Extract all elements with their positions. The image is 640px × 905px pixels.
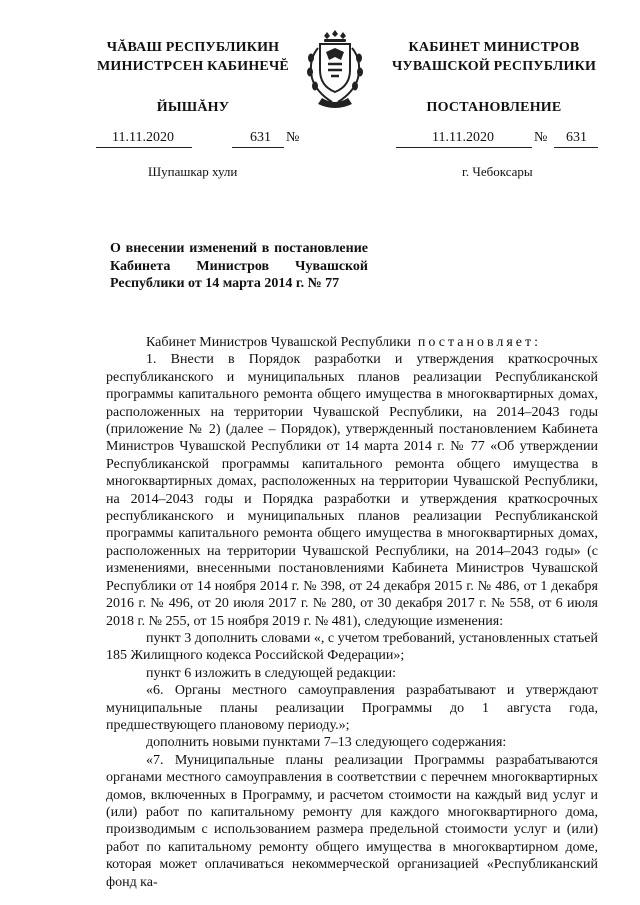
paragraph-1: 1. Внести в Порядок разработки и утверждения краткосрочных республиканского и муниципальных планов реализации Республиканской программы капитального ремонта общего имущества в многоквартирных домах, расположенных на территории Чувашской Республики, на 2014–2043 годы (приложение № 2) (далее – Порядок), утвержденный постановлением Кабинета Министров Чувашской Республики от 14 марта 2014 г. № 77 «Об утверждении Республиканской программы капитального ремонта общего имущества в многоквартирных домах, расположенных на территории Чувашской Республики, на 2014–2043 годы и Порядка разработки и утверждения краткосрочных республиканского и муниципальных планов реализации Республиканской программы капитального ремонта общего имущества в многоквартирных домах, расположенных на территории Чувашской Республики, на 2014–2043 годы» (с изменениями, внесенными постановлениями Кабинета Министров Чувашской Республики от 14 ноября 2014 г. № 398, от 24 декабря 2015 г. № 486, от 1 декабря 2016 г. № 496, от 20 июля 2017 г. № 280, от 30 декабря 2017 г. № 558, от 6 июля 2018 г. № 255, от 15 ноября 2019 г. № 481), следующие изменения: <box>106 352 598 629</box>
left-date: 11.11.2020 <box>112 130 174 145</box>
right-city: г. Чебоксары <box>462 164 533 179</box>
left-number-underline <box>232 147 284 148</box>
right-org-name <box>376 38 612 76</box>
paragraph-2: пункт 3 дополнить словами «, с учетом требований, установленных статьей 185 Жилищного кодекса Российской Федерации»; <box>106 630 598 664</box>
right-date-underline <box>396 147 532 148</box>
document-subject: О внесении изменений в постановление Кабинета Министров Чувашской Республики от 14 марта 2014 г. № 77 <box>110 241 368 292</box>
left-org-line2: МИНИСТРСЕН КАБИНЕЧĔ <box>97 59 289 74</box>
left-doc-type: ЙЫШĂНУ <box>156 100 230 115</box>
intro-lead: Кабинет Министров Чувашской Республики <box>146 335 411 350</box>
intro-paragraph <box>106 334 598 351</box>
right-number-sign: № <box>534 130 548 145</box>
document-body <box>106 334 598 891</box>
left-number: 631 <box>250 130 271 145</box>
left-city: Шупашкар хули <box>148 164 238 179</box>
right-date: 11.11.2020 <box>432 130 494 145</box>
paragraph-6: «7. Муниципальные планы реализации Программы разрабатываются органами местного самоуправления в соответствии с перечнем многоквартирных домов, включенных в Программу, и расчетом стоимости на каждый вид услуг и (или) работ по капитальному ремонту для каждого многоквартирного дома, производимым с использованием размера предельной стоимости услуг и (или) работ по капитальному ремонту общего имущества в многоквартирном доме, которая может оплачиваться некоммерческой организацией «Республиканский фонд ка- <box>106 752 598 890</box>
right-org-line2: ЧУВАШСКОЙ РЕСПУБЛИКИ <box>391 59 597 74</box>
left-org-name <box>88 38 298 76</box>
paragraph-5: дополнить новыми пунктами 7–13 следующего содержания: <box>146 735 507 751</box>
intro-resolves: постановляет: <box>417 335 542 350</box>
chuvash-republic-emblem-icon <box>302 30 368 110</box>
left-date-underline <box>96 147 192 148</box>
paragraph-3: пункт 6 изложить в следующей редакции: <box>146 665 396 681</box>
right-number-underline <box>554 147 598 148</box>
right-number: 631 <box>566 130 587 145</box>
left-org-line1: ЧĂВАШ РЕСПУБЛИКИН <box>106 40 280 55</box>
right-org-line1: КАБИНЕТ МИНИСТРОВ <box>408 40 580 55</box>
paragraph-4: «6. Органы местного самоуправления разрабатывают и утверждают муниципальные планы реализации Программы до 1 августа года, предшествующего плановому периоду.»; <box>106 683 598 733</box>
right-doc-type: ПОСТАНОВЛЕНИЕ <box>426 100 562 115</box>
left-number-sign: № <box>286 130 300 145</box>
